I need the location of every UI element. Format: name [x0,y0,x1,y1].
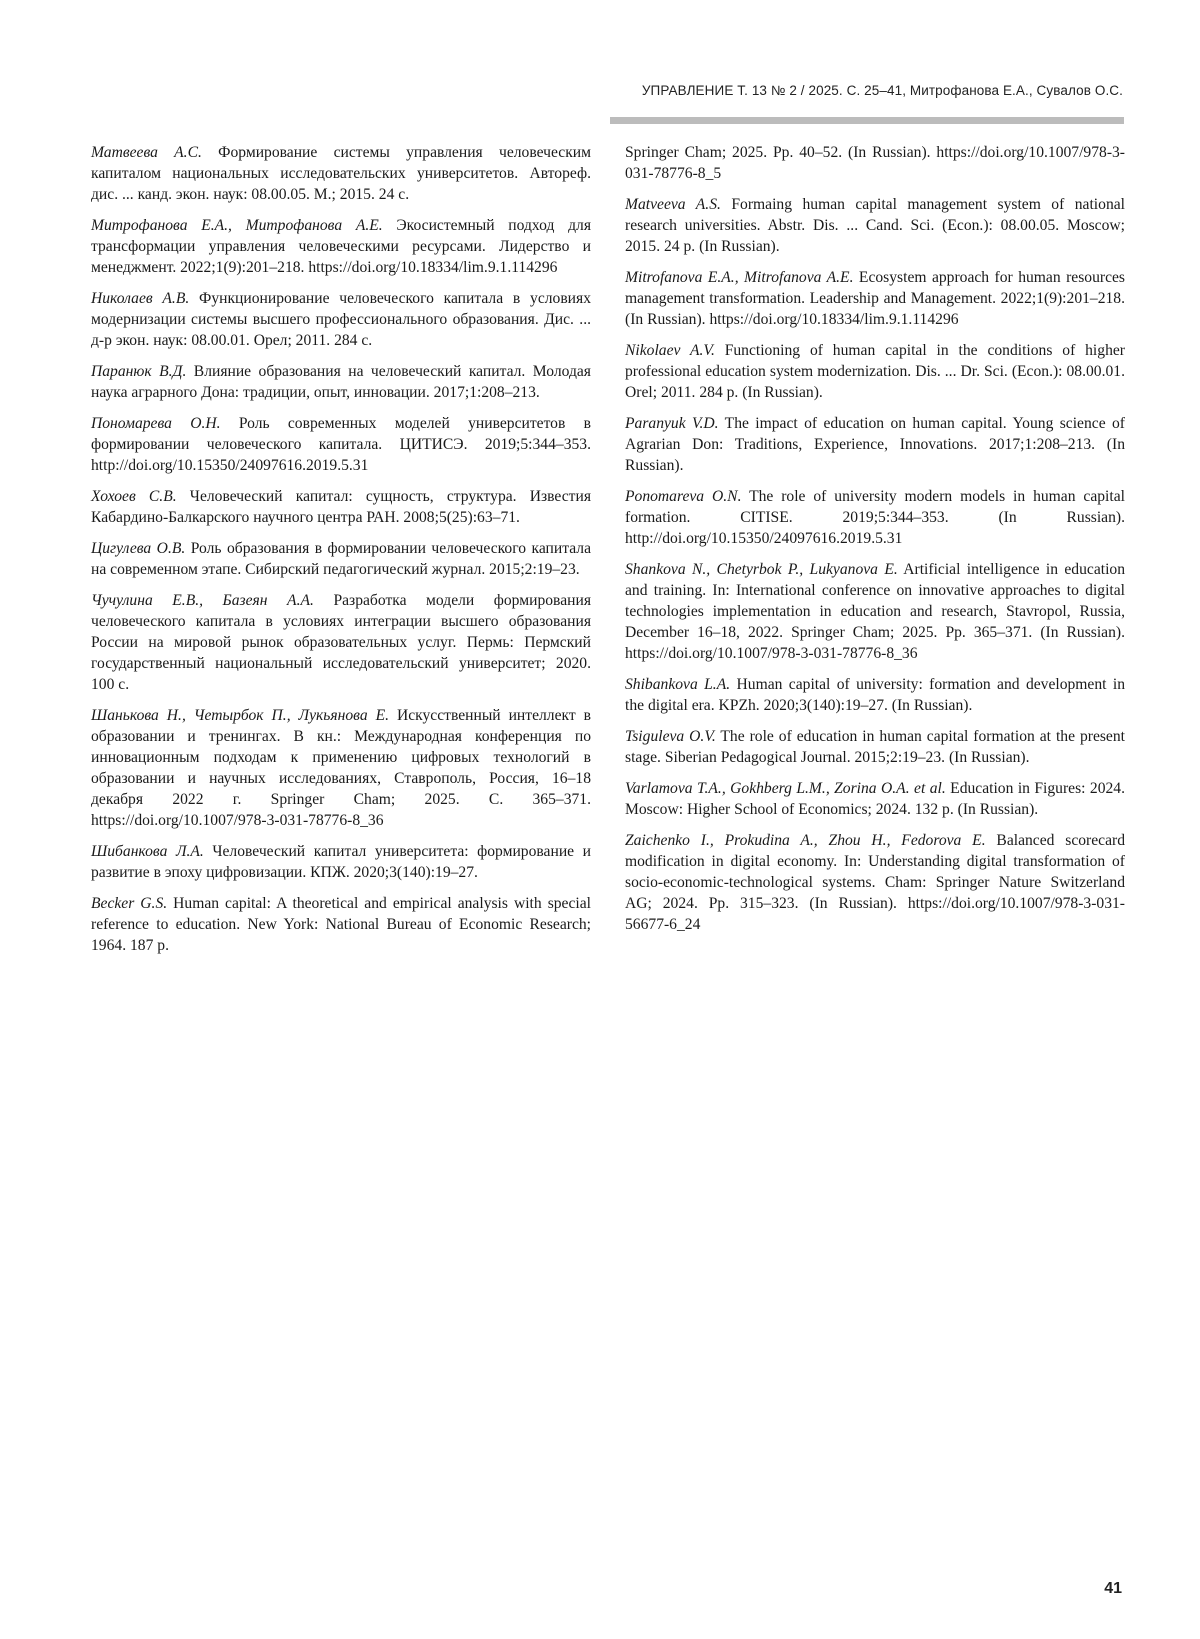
reference-item [91,413,591,476]
reference-text: Education in Figures: 2024. Moscow: Higher School of Economics; 2024. 132 p. (In Russian). [625,780,1125,818]
reference-authors: Шибанкова Л.А. [91,843,204,860]
references-left-column [91,142,591,966]
reference-item [91,288,591,351]
reference-item [625,778,1125,820]
reference-authors: Цигулева О.В. [91,540,186,557]
reference-authors: Varlamova T.A., Gokhberg L.M., Zorina O.A. et al. [625,780,946,797]
reference-authors: Zaichenko I., Prokudina A., Zhou H., Fedorova E. [625,832,986,849]
reference-authors: Митрофанова Е.А., Митрофанова А.Е. [91,217,383,234]
reference-text: Экосистемный подход для трансформации управления человеческими ресурсами. Лидерство и менеджмент. 2022;1(9):201–218. https://doi.org/10.18334/lim.9.1.114296 [91,217,591,276]
reference-item [625,340,1125,403]
reference-authors: Ponomareva O.N. [625,488,742,505]
reference-authors: Becker G.S. [91,895,168,912]
reference-item [91,705,591,831]
reference-authors: Nikolaev A.V. [625,342,715,359]
reference-text: Влияние образования на человеческий капитал. Молодая наука аграрного Дона: традиции, опыт, инновации. 2017;1:208–213. [91,363,591,401]
references-right-column [625,142,1125,945]
header-rule [610,117,1124,124]
reference-text: Функционирование человеческого капитала в условиях модернизации системы высшего профессионального образования. Дис. ... д-р экон. наук: 08.00.01. Орел; 2011. 284 с. [91,290,591,349]
reference-authors: Matveeva A.S. [625,196,721,213]
reference-authors: Shankova N., Chetyrbok P., Lukyanova E. [625,561,898,578]
reference-text: The impact of education on human capital. Young science of Agrarian Don: Traditions, Experience, Innovations. 2017;1:208–213. (In Russian). [625,415,1125,474]
reference-item [91,841,591,883]
reference-text: The role of university modern models in human capital formation. CITISE. 2019;5:344–353. (In Russian). http://doi.org/10.15350/24097616.2019.5.31 [625,488,1125,547]
reference-item [625,413,1125,476]
reference-text: Формирование системы управления человеческим капиталом национальных исследовательских университетов. Автореф. дис. ... канд. экон. наук: 08.00.05. М.; 2015. 24 с. [91,144,591,203]
reference-item [91,215,591,278]
reference-authors: Пономарева О.Н. [91,415,221,432]
reference-text: Springer Cham; 2025. Pp. 40–52. (In Russian). https://doi.org/10.1007/978-3-031-78776-8_5 [625,144,1125,182]
reference-text: Human capital of university: formation and development in the digital era. KPZh. 2020;3(140):19–27. (In Russian). [625,676,1125,714]
reference-authors: Shibankova L.A. [625,676,731,693]
reference-text: Artificial intelligence in education and training. In: International conference on innovative approaches to digital technologies implementation in education and research, Stavropol, Russia, December 16–18, 2022. Springer Cham; 2025. Pp. 365–371. (In Russian). https://doi.org/10.1007/978-3-031-78776-8_36 [625,561,1125,662]
reference-text: Человеческий капитал университета: формирование и развитие в эпоху цифровизации. КПЖ. 2020;3(140):19–27. [91,843,591,881]
reference-item [625,559,1125,664]
reference-item [91,538,591,580]
reference-item [625,194,1125,257]
reference-item [625,674,1125,716]
reference-item [625,486,1125,549]
reference-continuation [625,142,1125,184]
reference-item [625,267,1125,330]
reference-text: Человеческий капитал: сущность, структура. Известия Кабардино-Балкарского научного центра РАН. 2008;5(25):63–71. [91,488,591,526]
reference-text: Разработка модели формирования человеческого капитала в условиях интеграции высшего образования России на мировой рынок образовательных услуг. Пермь: Пермский государственный национальный исследовательский университет; 2020. 100 с. [91,592,591,693]
reference-item [625,726,1125,768]
reference-item [91,361,591,403]
reference-text: Искусственный интеллект в образовании и тренингах. В кн.: Международная конференция по инновационным подходам к применению цифровых технологий в образовании и научных исследованиях, Ставрополь, Россия, 16–18 декабря 2022 г. Springer Cham; 2025. С. 365–371. https://doi.org/10.1007/978-3-031-78776-8_36 [91,707,591,829]
reference-item [91,142,591,205]
reference-authors: Tsiguleva O.V. [625,728,716,745]
reference-text: Human capital: A theoretical and empirical analysis with special reference to education. New York: National Bureau of Economic Research; 1964. 187 p. [91,895,591,954]
reference-authors: Матвеева А.С. [91,144,202,161]
reference-text: Роль современных моделей университетов в формировании человеческого капитала. ЦИТИСЭ. 2019;5:344–353. http://doi.org/10.15350/24097616.2019.5.31 [91,415,591,474]
reference-authors: Хохоев С.В. [91,488,177,505]
reference-item [625,830,1125,935]
reference-authors: Paranyuk V.D. [625,415,719,432]
reference-authors: Паранюк В.Д. [91,363,187,380]
reference-text: Роль образования в формировании человеческого капитала на современном этапе. Сибирский педагогический журнал. 2015;2:19–23. [91,540,591,578]
reference-text: Formaing human capital management system of national research universities. Abstr. Dis. ... Cand. Sci. (Econ.): 08.00.05. Moscow; 2015. 24 p. (In Russian). [625,196,1125,255]
reference-item [91,486,591,528]
reference-authors: Шанькова Н., Четырбок П., Лукьянова Е. [91,707,390,724]
page-number: 41 [1104,1580,1122,1597]
reference-authors: Николаев А.В. [91,290,190,307]
reference-authors: Чучулина Е.В., Базеян А.А. [91,592,314,609]
reference-text: Ecosystem approach for human resources management transformation. Leadership and Management. 2022;1(9):201–218. (In Russian). https://doi.org/10.18334/lim.9.1.114296 [625,269,1125,328]
reference-authors: Mitrofanova E.A., Mitrofanova A.E. [625,269,854,286]
running-head: УПРАВЛЕНИЕ Т. 13 № 2 / 2025. С. 25–41, Митрофанова Е.А., Сувалов О.С. [641,83,1123,98]
reference-text: The role of education in human capital formation at the present stage. Siberian Pedagogical Journal. 2015;2:19–23. (In Russian). [625,728,1125,766]
reference-text: Functioning of human capital in the conditions of higher professional education system modernization. Dis. ... Dr. Sci. (Econ.): 08.00.01. Orel; 2011. 284 p. (In Russian). [625,342,1125,401]
reference-item [91,893,591,956]
reference-text: Balanced scorecard modification in digital economy. In: Understanding digital transformation of socio-economic-technological systems. Cham: Springer Nature Switzerland AG; 2024. Pp. 315–323. (In Russian). https://doi.org/10.1007/978-3-031-56677-6_24 [625,832,1126,933]
reference-item [91,590,591,695]
